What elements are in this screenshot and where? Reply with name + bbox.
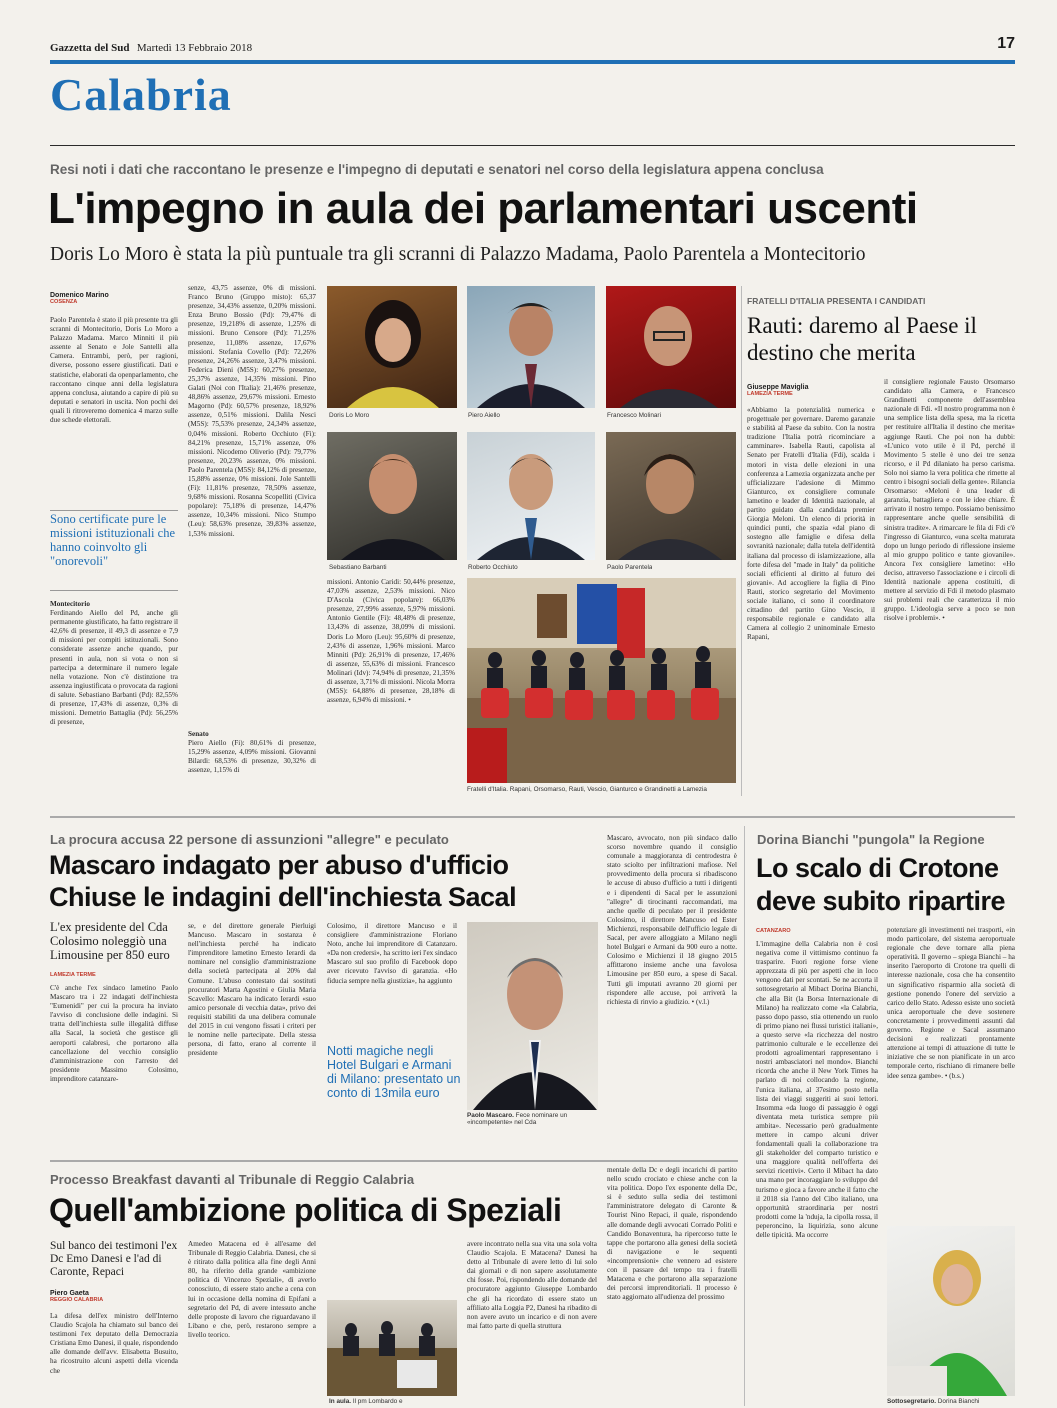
photo-fdi-conference — [467, 578, 736, 783]
crotone-headline: Lo scalo di Crotone deve subito ripartire — [756, 853, 1006, 916]
mascaro-photo-caption: Paolo Mascaro. Fece nominare un «incompetente» nel Cda — [467, 1112, 568, 1126]
caption-3: Francesco Molinari — [607, 412, 661, 419]
portrait-figure-icon — [887, 1226, 1015, 1396]
caption-2: Piero Aiello — [468, 412, 500, 419]
crotone-col2: potenziare gli investimenti nei trasporti, «in modo particolare, del sistema aeroportuale regionale che deve tornare alla piena operatività. Il governo – spiega Bianchi – ha inserito l'aeroporto di Crotone tra quelli di interesse nazionale, cosa che ha consentito un significativo risparmio alla società di gestione ponendo l'onere del servizio a carico dello Stato. Adesso esiste uno società unica aeroportuale che deve sostenere concretamente i provvedimenti assunti dal governo. Regione e Sacal assumano decisioni e realizzati prontamente attenzione ai tempi di attuazione di tutte le iniziative che se non pianificate in un arco temporale certo, rischiano di rimanere belle idee senza gambe». • (b.s.) — [887, 926, 1015, 1080]
rauti-col1: «Abbiamo la potenzialità numerica e progettuale per governare. Daremo garanzie e stabilità al Paese da subito. Con la nostra tradizione l'Italia potrà ricominciare a camminare». Isabella Rauti, capolista al Senato per Fratelli d'Italia (Fdi), scalda i motori in vista delle elezioni in una conferenza a Lamezia organizzata anche per ufficializzare l'adesione di Mimmo Gianturco, ex consigliere comunale lametino e leader di Identità nazionale, al partito guidato dalla candidata premier Giorgia Meloni. Un elenco di priorità in quindici punti, che spazia «dal piano di sostegno alle famiglie e difesa della sovranità nazionale; dalla tutela dell'identità italiana dal processo di islamizzazione, alla forte difesa del "made in Italy" da politiche sociali efficienti al diritto al futuro dei giovani». Ad accogliere la figlia di Pino Rauti, storico segretario del Movimento sociale italiano, ci sono il coordinatore cittadino del partito Gino Vescio, il responsabile regionale e candidato alla Camera al collegio 2 uninominale Ernesto Rapani, — [747, 406, 875, 642]
speziali-byline — [50, 1290, 180, 1303]
author-name: Piero Gaeta — [50, 1290, 89, 1297]
portrait-aiello — [467, 286, 595, 408]
courtroom-photo-caption: In aula. Il pm Lombardo e — [329, 1398, 403, 1405]
courtroom-scene-icon — [327, 1300, 457, 1396]
portrait-molinari — [606, 286, 736, 408]
masthead — [50, 35, 1015, 60]
main-col2b: Senato Piero Aiello (Fi): 80,61% di presenze, 15,29% assenze, 4,09% missioni. Giovanni Bilardi: 68,53% di presenze, 30,32% di assenze, 1,15% di — [188, 730, 316, 775]
fdi-photo-caption: Fratelli d'Italia. Rapani, Orsomarso, Rauti, Vescio, Gianturco e Grandinetti a Lamezia — [467, 786, 707, 793]
portrait-figure-icon — [327, 432, 457, 560]
main-col1b: Montecitorio Ferdinando Aiello del Pd, anche gli permanente giustificato, ha fatto registrare il 42,6% di presenze, il 49,3 di assenze e 7,9 di missioni per compiti istituzionali. Sono considerate assenze anche quando, pur presenti in aula, non si vota o non si partecipa a determinare il numero legale nella votazione. Non c'è distinzione tra assenza ingiustificata o provocata da ragioni di salute. Sebastiano Barbanti (Pd): 82,55% di presenze, 17,43% di assenze, 0,3% di missioni. Demetrio Battaglia (Pd): 56,25% di presenze, — [50, 600, 178, 727]
rauti-kicker: FRATELLI D'ITALIA PRESENTA I CANDIDATI — [747, 296, 926, 306]
speziali-subhead: Sul banco dei testimoni l'ex Dc Emo Danesi e l'ad di Caronte, Repaci — [50, 1240, 178, 1278]
photo-courtroom — [327, 1300, 457, 1396]
main-pullquote: Sono certificate pure le missioni istituzionali che hanno coinvolto gli "onorevoli" — [50, 512, 175, 568]
mascaro-headline-1: Mascaro indagato per abuso d'ufficio — [49, 850, 509, 880]
portrait-figure-icon — [606, 432, 736, 560]
mascaro-dateline: LAMEZIA TERME — [50, 972, 96, 978]
crotone-dateline: CATANZARO — [756, 928, 791, 934]
caption-4: Sebastiano Barbanti — [329, 564, 387, 571]
paper-name: Gazzetta del Sud — [50, 42, 130, 54]
photo-mascaro — [467, 922, 598, 1110]
author-name: Domenico Marino — [50, 292, 109, 299]
speziali-kicker: Processo Breakfast davanti al Tribunale di Reggio Calabria — [50, 1172, 415, 1187]
dateline: COSENZA — [50, 299, 78, 305]
mascaro-pullquote: Notti magiche negli Hotel Bulgari e Armani di Milano: presentato un conto di 13mila euro — [327, 1044, 461, 1100]
portrait-figure-icon — [606, 286, 736, 408]
caption-1: Doris Lo Moro — [329, 412, 370, 419]
speziali-col2: Amedeo Matacena ed è all'esame del Tribunale di Reggio Calabria. Danesi, che si è ritirato dalla politica alla fine degli Anni 80, ha riferito della grande «ambizione politica di Vincenzo Speziali», di averlo conosciuto, di essere stato anche a cena con lui in occasione della nomina di Epifani a segretario del Pd, di avere intessuto anche delle proposte di lavoro che riguardavano il Libano e che, però, restarono sempre a livello teorico. — [188, 1240, 316, 1339]
main-col2: senze, 43,75 assenze, 0% di missioni. Franco Bruno (Gruppo misto): 65,37 presenze, 34,43% assenze, 0,20% missioni. Enza Bruno Bossio (Pd): 79,47% di presenze, 19,218% di assenze, 1,25% di missioni. Bruno Censore (Pd): 71,25% presenze, 11,08% assenze, 17,67% missioni. Stefania Covello (Pd): 72,26% presenze, 24,26% assenze, 3,47% missioni. Federica Dieni (M5S): 60,27% presenze, 25,37% assenze, 14,35% missioni. Pino Galati (Noi con l'Italia): 21,46% presenze, 48,86% assenze, 29,67% missioni. Ernesto Magorno (Pd): 60,57% presenze, 18,92% assenze, 0,51% missioni. Dalila Nesci (M5S): 75,53% presenze, 24,34% assenze, 0,04% missioni. Roberto Occhiuto (Fi): 84,21% presenze, 15,71% assenze, 0% missioni. Nicodemo Oliverio (Pd): 79,77% presenze, 20,23% assenze, 0% missioni. Paolo Parentela (M5S): 84,12% di presenze, 15,88% assenze, 0% missioni. Jole Santelli (Fi): 11,81% presenze, 78,50% assenze, 9,68% missioni. Rosanna Scopelliti (Civica popolare): 75,18% di presenze, 14,47% assenze, 10,34% missioni. Nico Stumpo (Leu): 58,63% presenze, 39,83% assenze, 1,53% missioni. — [188, 284, 316, 538]
page-number: 17 — [997, 35, 1015, 52]
speziali-headline: Quell'ambizione politica di Speziali — [49, 1192, 562, 1228]
mid-rule — [50, 816, 1015, 818]
lower-rule — [50, 1160, 738, 1162]
crotone-kicker: Dorina Bianchi "pungola" la Regione — [757, 832, 985, 847]
main-col1: Paolo Parentela è stato il più presente tra gli scranni di Montecitorio, Doris Lo Moro a Palazzo Madama. Marco Minniti il più assente al Senato e Jole Santelli alla Camera. Entrambi, però, per ragioni, diverse, possono essere giustificati. Dati e statistiche, elaborati da openparlamento, che raccontano cinque anni della legislatura appena conclusa, aiutando a capire di più su deputati e senatori in uscita. Non pochi dei quali li ritroveremo domenica 4 marzo sulle due schede elettorali. — [50, 316, 178, 425]
mascaro-col2: se, e del direttore generale Pierluigi Mancuso. Mascaro in sostanza è nell'inchiesta perché ha indicato l'imprenditore lametino Ernesto Ierardi da nominare nel consiglio d'amministrazione della società partecipata al 20% dal Comune. L'abuso contestato dai sostituti procuratori Marta Agostini e Giulia Maria Scavello: Mascaro ha indicato Ierardi «suo amico personale di vecchia data», privo dei requisiti stabiliti da una delibera comunale del 2015 in cui vengono fissati i criteri per le nomine nelle partecipate. Della stessa persona, di fatto, erano al corrente il presidente — [188, 922, 316, 1058]
main-byline — [50, 292, 180, 305]
dateline: LAMEZIA TERME — [747, 391, 793, 397]
rauti-col2: il consigliere regionale Fausto Orsomarso candidato alla Camera, e Francesco Grandinetti componente dell'assemblea nazionale di Fdi. «Il nostro programma non è una semplice lista della spesa, ma la ricetta per restituire all'Italia il destino che merita» aggiunge Rauti. Che poi non ha dubbi: «L'unico voto utile è il Pd, perché il Movimento 5 stelle è uno dei tre senza ricorso, e il Pd dilaniato ha perso carisma. Solo noi siamo la vera politica che rimette al centro i bisogni sociali della gente». Rilancia Orsomarso: «Meloni è una leader di garanzia, battagliera e con le idee chiare. È arrivato il nostro tempo. Possiamo benissimo rappresentare anche quelle sensibilità di sinistra tradite». A rimarcare le fila di Fdi c'è l'ingresso di Gianturco, «una scelta maturata dopo un lungo periodo di riflessione insieme al mio gruppo politico e tante giovanile». Ancora l'ex consigliere lametino: «Ho deciso, attraverso l'associazione e i circoli di Identità nazionale appena costituiti, di mettere al servizio di Fdi il metodo plasmato sui problemi reali che caratterizza il mio gruppo. L'ideologia serve a poco se non risolve i problemi». • — [884, 378, 1015, 623]
section-title: Calabria — [50, 69, 232, 120]
photo-bianchi — [887, 1226, 1015, 1396]
portrait-figure-icon — [327, 286, 457, 408]
portrait-figure-icon — [467, 922, 598, 1110]
mascaro-kicker: La procura accusa 22 persone di assunzioni "allegre" e peculato — [50, 832, 449, 847]
column-divider — [741, 286, 742, 796]
pullquote-rule-bottom — [50, 590, 178, 591]
portrait-lo-moro — [327, 286, 457, 408]
speziali-col3: avere incontrato nella sua vita una sola volta Claudio Scajola. E Matacena? Danesi ha detto al Tribunale di avere letto di lui solo dai giornali e di non sapere assolutamente chi fosse. Poi, rispondendo alle domande del procuratore aggiunto Giuseppe Lombardo che gli ha ricordato di essere stato un affiliato alla Loggia P2, Danesi ha ribadito di non avere avuto un incarico e di non avere mai fatto parte di quella struttura — [467, 1240, 597, 1330]
mascaro-col1: C'è anche l'ex sindaco lametino Paolo Mascaro tra i 22 indagati dell'inchiesta "Eumenidi" per cui la procura ha inviato l'avviso di conclusione delle indagini. Si tratta dell'inchiesta sulle illegalità diffuse alla Sacal, la società che gestisce gli aeroporti calabresi, che portarono alla cancellazione del vecchio consiglio d'amministrazione con l'arresto del presidente Massimo Colosimo, imprenditore catanzare- — [50, 984, 178, 1083]
dateline: REGGIO CALABRIA — [50, 1297, 104, 1303]
main-headline: L'impegno in aula dei parlamentari uscenti — [48, 184, 918, 233]
mascaro-col3: Colosimo, il direttore Mancuso e il consigliere d'amministrazione Floriano Noto, anche lui imprenditore di Catanzaro. «Da non credersi», ha scritto ieri l'ex sindaco Mascaro sul suo profilo di Facebook dopo aver ricevuto l'avviso di garanzia. «Ho fiducia sempre nella giustizia», ha aggiunto — [327, 922, 457, 985]
mascaro-headline-2: Chiuse le indagini dell'inchiesta Sacal — [49, 882, 517, 912]
masthead-rule — [50, 60, 1015, 64]
bianchi-photo-caption: Sottosegretario. Dorina Bianchi — [887, 1398, 980, 1405]
column-divider-2 — [744, 826, 745, 1406]
main-col3: missioni. Antonio Caridi: 50,44% presenze, 47,03% assenze, 2,53% missioni. Nico D'Ascola (Civica popolare): 66,03% presenze, 27,99% assenze, 5,97% missioni. Antonio Gentile (Fi): 48,48% di presenze, 13,43% di assenze, 38,09% di missioni. Doris Lo Moro (Leu): 95,60% di presenze, 2,43% di assenze, 1,96% missioni. Marco Minniti (Pd): 26,91% di presenze, 17,46% di assenze, 55,63% di missioni. Francesco Molinari (Idv): 74,94% di presenze, 21,35% di assenze, 3,71% di missioni. Nicola Morra (M5S): 64,88% di presenze, 28,18% di assenze, 6,94% di missioni. • — [327, 578, 455, 705]
rauti-headline: Rauti: daremo al Paese il destino che merita — [747, 313, 977, 365]
portrait-occhiuto — [467, 432, 595, 560]
caption-5: Roberto Occhiuto — [468, 564, 518, 571]
main-subhead: Doris Lo Moro è stata la più puntuale tra gli scranni di Palazzo Madama, Paolo Parentela a Montecitorio — [50, 244, 866, 265]
main-kicker: Resi noti i dati che raccontano le presenze e l'impegno di deputati e senatori nel corso della legislatura appena conclusa — [50, 162, 824, 177]
author-name: Giuseppe Maviglia — [747, 384, 809, 391]
speziali-col1: La difesa dell'ex ministro dell'Interno Claudio Scajola ha chiamato sul banco dei testimoni l'ex deputato della Democrazia Cristiana Emo Danesi, il quale, rispondendo alle domande dell'avv. Elisabetta Busuito, ha ricostruito alcuni aspetti della vicenda che — [50, 1312, 178, 1375]
portrait-parentela — [606, 432, 736, 560]
mascaro-subhead: L'ex presidente del Cda Colosimo noleggiò una Limousine per 850 euro — [50, 920, 170, 962]
portrait-barbanti — [327, 432, 457, 560]
rauti-byline — [747, 384, 877, 397]
issue-date: Martedì 13 Febbraio 2018 — [136, 42, 253, 54]
mascaro-col4: Mascaro, avvocato, non più sindaco dallo scorso novembre quando il consiglio comunale a maggioranza di centrodestra è stato sciolto per infiltrazioni mafiose. Nel provvedimento della procura si ribadiscono le accuse di abuso d'ufficio a tutti i dirigenti e i dipendenti di Sacal per le assunzioni "allegre" di tirocinanti raccomandati, ma anche quelle di peculato per il presidente Colosimo, il direttore Mancuso ed Ester Michienzi, responsabile dell'ufficio legale di Sacal, per avere alloggiato a Milano negli hotel Bulgari e Armani da 900 euro a notte. Colosimo e Michienzi il 18 giugno 2015 affittarono insieme anche una favolosa Limousine per 850 euro, a spese di Sacal. Tutti gli imputati avranno 20 giorni per rispondere alle accuse, poi arriverà la richiesta di rinvio a giudizio. • (v.l.) — [607, 834, 737, 1006]
crotone-col1: L'immagine della Calabria non è così negativa come il vittimismo continuo fa trasparire. Fuori regione forse viene apprezzata di più per aspetti che in loco vengono dati per scontati. Se ne accorta il sottosegretario al Mibact Dorina Bianchi, che alla Bit (la Borsa Internazionale di Milano) ha realizzato come «la Calabria, passo dopo passo, stia ottenendo un ruolo di primo piano nei flussi turistici italiani», a questo serve «la ricchezza del nostro patrimonio culturale e le eccellenze dei prodotti agroalimentari rappresentano i nostri ambasciatori nel mondo». Bianchi ricorda che anche il New York Times ha parlato di noi collocando la regione, l'unica italiana, al 37esimo posto nella lista dei viaggi suggeriti ai suoi lettori. Insomma «da luogo di passaggio è oggi diventata meta turistica sempre più ambita». Necessario però gradualmente mettere in campo alcuni driver fondamentali quali la collaborazione tra gli stakeholder del comparto turistico e una maggiore qualità nell'offerta dei servizi ricettivi». Certo il Mibact ha dato una mano per incoraggiare lo sviluppo del turismo e gioca a favore anche il fatto che il 2018 sia l'anno del Cibo italiano, una opportunità straordinaria per nostri prodotti come la 'nduja, la cipolla rossa, il peperoncino, la liquirizia, sono alcune delle tipicità. Ma occorre — [756, 940, 878, 1239]
caption-6: Paolo Parentela — [607, 564, 653, 571]
portrait-figure-icon — [467, 286, 595, 408]
senate-label: Senato — [188, 730, 209, 738]
portrait-figure-icon — [467, 432, 595, 560]
conference-scene-icon — [467, 578, 736, 783]
section-rule — [50, 145, 1015, 146]
speziali-col4: mentale della Dc e degli incarichi di partito nello scudo crociato e chiese anche con la vita politica. Dopo l'ex esponente della Dc, si è seduto sulla sedia dei testimoni l'amministratore delegato di Caronte & Tourist Nino Repaci, il quale, rispondendo alle domande degli avvocati Corrado Politi e Candido Bonaventura, ha ripercorso tutte le tappe che portarono alla genesi della società di navigazione e le sequenti «incomprensioni» che vennero ad esistere con il passare del tempo tra i fratelli Matacena e che portarono alla separazione dei percorsi imprenditoriali. Il processo è stato aggiornato all'udienza del prossimo — [607, 1166, 737, 1302]
pullquote-rule — [50, 510, 178, 511]
chamber-label: Montecitorio — [50, 600, 90, 608]
